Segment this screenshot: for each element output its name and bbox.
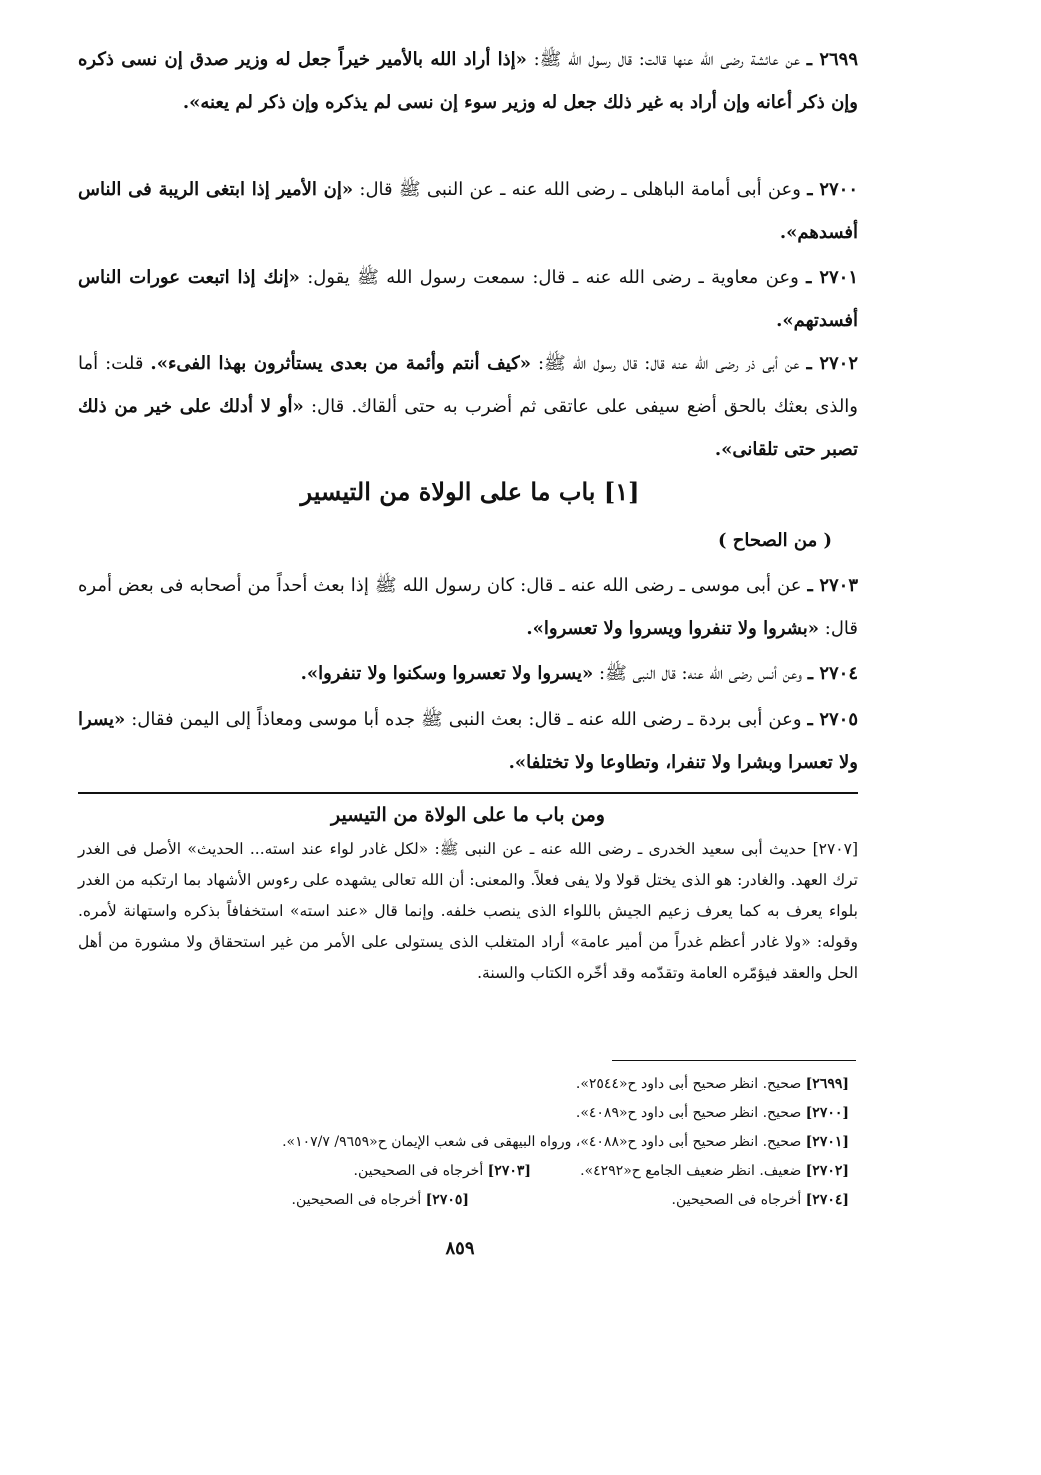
hadith-number: ٢٦٩٩ ـ	[806, 49, 858, 70]
footnote-text: صحيح. انظر صحيح أبى داود ح«٤٠٨٨»، ورواه البيهقى فى شعب الإيمان ح«٩٦٥٩/ ١٠٧/٧».	[282, 1134, 802, 1150]
hadith-number: ٢٧٠٤ ـ	[807, 663, 858, 684]
hadith-2699	[78, 38, 858, 124]
hadith-number: ٢٧٠٣ ـ	[807, 575, 858, 596]
hadith-chain: وعن أبى أمامة الباهلى ـ رضى الله عنه ـ عن النبى ﷺ قال:	[359, 179, 801, 200]
hadith-2700	[78, 168, 858, 254]
hadith-2705	[78, 698, 858, 784]
hadith-text: «أو لا أدلك على خير من ذلك تصبر حتى تلقانى».	[78, 396, 858, 460]
section-divider	[78, 792, 858, 794]
footnote-2705	[292, 1189, 470, 1211]
footnote-number: [٢٦٩٩]	[805, 1076, 849, 1092]
commentary-text: [٢٧٠٧] حديث أبى سعيد الخدرى ـ رضى الله عنه ـ عن النبى ﷺ: «لكل غادر لواء عند استه... الحديث» الأصل فى الغدر ترك العهد. والغادر: هو الذى يختل قولا ولا يفى فعلاً. والمعنى: أن الله تعالى يشهده على رءوس الأشهاد بما ارتكبه من الغدر بلواء يعرف به كما يعرف زعيم الجيش باللواء الذى ينصب خلفه. وإنما قال «عند استه» استخفافاً بذكره واستهانة لأمره. وقوله: «ولا غادر أعظم غدراً من أمير عامة» أراد المتغلب الذى يستولى على الأمر من غير استحقاق ولا مشورة من أهل الحل والعقد فيؤمّره العامة وتقدّمه وقد أخّره الكتاب والسنة.	[78, 840, 858, 982]
hadith-chain: عن أبى ذر رضى الله عنه قال: قال رسول الله ﷺ:	[537, 353, 800, 374]
footnote-2701	[282, 1131, 849, 1153]
footnote-2703	[354, 1160, 532, 1182]
hadith-number: ٢٧٠١ ـ	[806, 267, 858, 288]
footnote-text: أخرجاه فى الصحيحين.	[353, 1163, 484, 1179]
hadith-chain: عن عائشة رضى الله عنها قالت: قال رسول الله ﷺ:	[533, 49, 801, 70]
chapter-subtitle: ( من الصحاح )	[718, 530, 832, 551]
hadith-text: «يسرا ولا تعسرا وبشرا ولا تنفرا، وتطاوعا ولا تختلفا».	[78, 709, 858, 773]
hadith-chain: قلت: أما والذى بعثك بالحق أضع سيفى على عاتقى ثم أضرب به حتى ألقاك. قال:	[78, 353, 858, 417]
footnote-number: [٢٧٠٣]	[487, 1163, 531, 1179]
hadith-2704	[78, 652, 858, 695]
hadith-chain: عن أبى موسى ـ رضى الله عنه ـ قال: كان رسول الله ﷺ إذا بعث أحداً من أصحابه فى بعض أمره قال:	[78, 575, 858, 639]
footnote-number: [٢٧٠٥]	[425, 1192, 469, 1208]
hadith-chain: وعن أبى بردة ـ رضى الله عنه ـ قال: بعث النبى ﷺ جده أبا موسى ومعاذاً إلى اليمن فقال:	[131, 709, 802, 730]
chapter-title: [١] باب ما على الولاة من التيسير	[300, 477, 640, 506]
hadith-text: «يسروا ولا تعسروا وسكنوا ولا تنفروا».	[300, 663, 594, 684]
footnote-2700	[576, 1102, 849, 1124]
hadith-text: «إنك إذا اتبعت عورات الناس أفسدتهم».	[78, 267, 858, 331]
hadith-text: «كيف أنتم وأئمة من بعدى يستأثرون بهذا الفىء».	[150, 353, 531, 374]
hadith-text: «إذا أراد الله بالأمير خيراً جعل له وزير صدق إن نسى ذكره وإن ذكر أعانه وإن أراد به غير ذلك جعل له وزير سوء إن نسى لم يذكره وإن ذكر لم يعنه».	[78, 49, 858, 113]
hadith-text: «بشروا ولا تنفروا ويسروا ولا تعسروا».	[526, 618, 820, 639]
footnote-2699	[576, 1073, 849, 1095]
footnote-number: [٢٧٠٤]	[805, 1192, 849, 1208]
footnote-text: صحيح. انظر صحيح أبى داود ح«٢٥٤٤».	[575, 1076, 802, 1092]
hadith-number: ٢٧٠٢ ـ	[806, 353, 859, 374]
footnote-2704	[672, 1189, 850, 1211]
hadith-2703	[78, 564, 858, 650]
hadith-number: ٢٧٠٥ ـ	[807, 709, 858, 730]
footnote-text: صحيح. انظر صحيح أبى داود ح«٤٠٨٩».	[575, 1105, 802, 1121]
footnote-text: أخرجاه فى الصحيحين.	[671, 1192, 802, 1208]
commentary-title: ومن باب ما على الولاة من التيسير	[331, 804, 605, 826]
hadith-chain: وعن معاوية ـ رضى الله عنه ـ قال: سمعت رسول الله ﷺ يقول:	[307, 267, 799, 288]
footnote-2702	[580, 1160, 849, 1182]
footnote-text: أخرجاه فى الصحيحين.	[291, 1192, 422, 1208]
hadith-2701	[78, 256, 858, 342]
footnote-number: [٢٧٠٠]	[805, 1105, 849, 1121]
footnote-text: ضعيف. انظر ضعيف الجامع ح«٤٢٩٢».	[580, 1163, 802, 1179]
footnote-number: [٢٧٠١]	[805, 1134, 849, 1150]
page-number: ٨٥٩	[445, 1238, 475, 1259]
hadith-chain: وعن أنس رضى الله عنه: قال النبى ﷺ:	[599, 663, 803, 684]
hadith-number: ٢٧٠٠ ـ	[807, 179, 858, 200]
hadith-text: «إن الأمير إذا ابتغى الريبة فى الناس أفسدهم».	[78, 179, 858, 243]
hadith-2702	[78, 342, 858, 471]
footnote-number: [٢٧٠٢]	[805, 1163, 849, 1179]
footnote-divider	[612, 1060, 856, 1061]
